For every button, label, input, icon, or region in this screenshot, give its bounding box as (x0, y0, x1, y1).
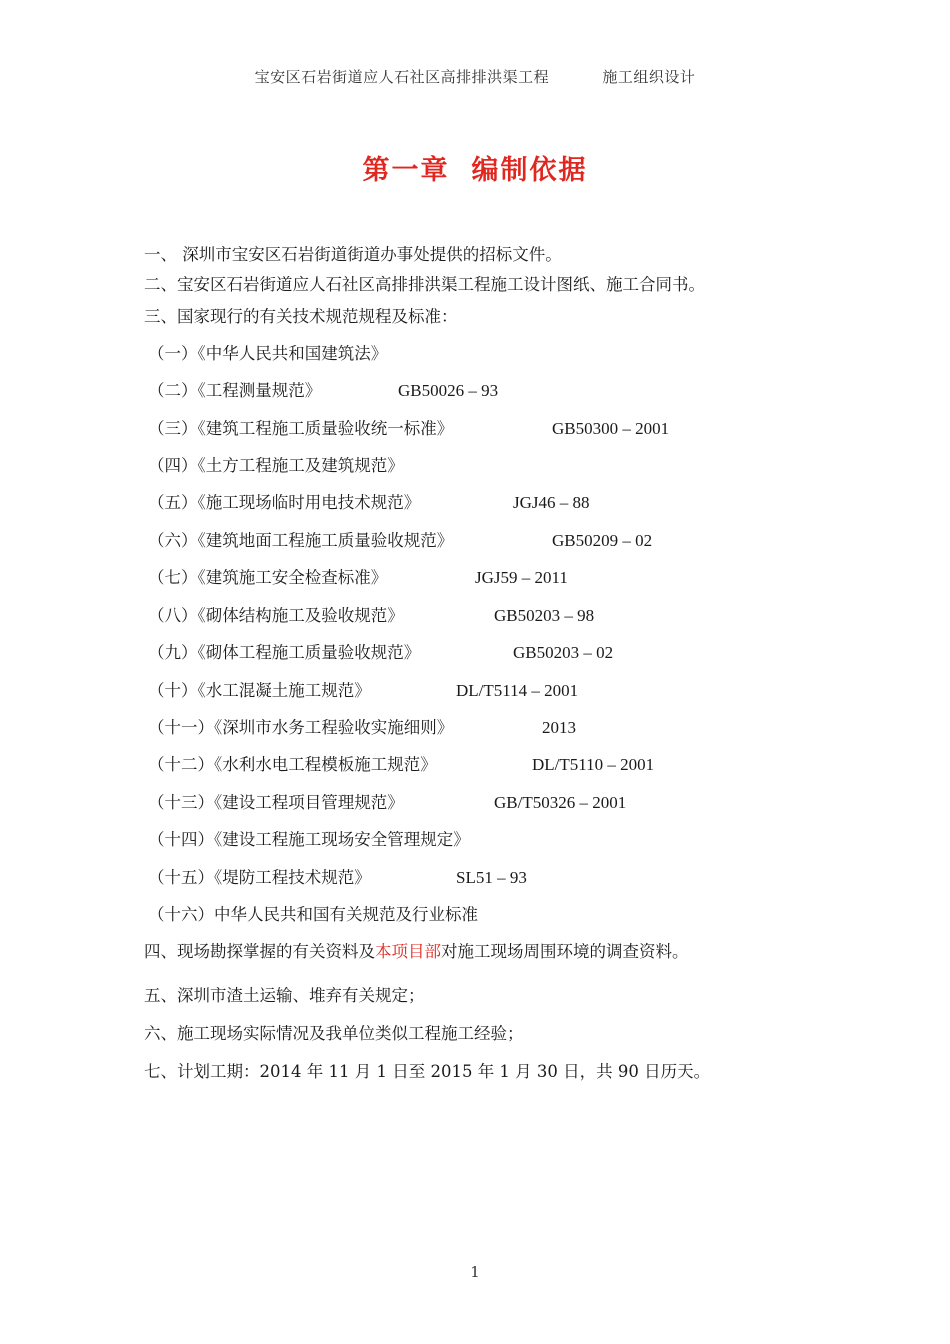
standard-label: （二）《工程测量规范》 (148, 381, 322, 400)
standard-item-13 (148, 791, 404, 815)
chapter-title (0, 148, 950, 187)
standard-label: （十一）《深圳市水务工程验收实施细则》 (148, 718, 454, 737)
standard-item-5 (148, 491, 420, 515)
standard-item-7 (148, 566, 387, 590)
header-doc-type: 施工组织设计 (602, 68, 696, 86)
standard-label: （十三）《建设工程项目管理规范》 (148, 793, 404, 812)
basis-item-6: 六、施工现场实际情况及我单位类似工程施工经验； (144, 1024, 524, 1043)
standard-item-2 (148, 379, 321, 403)
standard-label: （六）《建筑地面工程施工质量验收规范》 (148, 531, 454, 550)
standard-code: SL51 – 93 (456, 868, 527, 887)
standard-item-11 (148, 716, 453, 740)
basis-item-5: 五、深圳市渣土运输、堆弃有关规定； (144, 986, 425, 1005)
standard-code: GB50026 – 93 (398, 381, 499, 400)
standard-item-16 (148, 903, 478, 927)
standard-code: JGJ59 – 2011 (475, 568, 568, 587)
standard-code: JGJ46 – 88 (513, 493, 590, 512)
standard-code: DL/T5110 – 2001 (532, 755, 655, 774)
standard-code: GB50203 – 02 (513, 643, 614, 662)
item4-before: 四、现场勘探掌握的有关资料及 (144, 942, 375, 961)
page-header (0, 66, 950, 87)
standard-item-8 (148, 604, 404, 628)
standard-item-4 (148, 454, 404, 478)
standard-label: （八）《砌体结构施工及验收规范》 (148, 606, 404, 625)
standard-item-3 (148, 417, 453, 441)
basis-item-1: 一、 深圳市宝安区石岩街道街道办事处提供的招标文件。 (144, 245, 562, 264)
standard-label: （十六）中华人民共和国有关规范及行业标准 (148, 905, 478, 924)
standard-item-6 (148, 529, 453, 553)
page-number: 1 (470, 1263, 480, 1281)
standard-code: 2013 (542, 718, 576, 737)
standard-item-9 (148, 641, 420, 665)
standard-label: （一）《中华人民共和国建筑法》 (148, 344, 388, 363)
basis-item-4 (144, 940, 689, 964)
standard-item-1 (148, 342, 387, 366)
standard-label: （九）《砌体工程施工质量验收规范》 (148, 643, 421, 662)
standard-label: （四）《土方工程施工及建筑规范》 (148, 456, 404, 475)
standard-label: （十二）《水利水电工程模板施工规范》 (148, 755, 437, 774)
standard-code: GB50209 – 02 (552, 531, 653, 550)
standard-item-14 (148, 828, 470, 852)
chapter-name: 编制依据 (471, 155, 588, 186)
basis-item-7: 七、计划工期：2014 年 11 月 1 日至 2015 年 1 月 30 日，共 90 日历天。 (144, 1062, 711, 1081)
standard-code: GB50203 – 98 (494, 606, 595, 625)
standard-item-10 (148, 679, 371, 703)
standard-label: （七）《建筑施工安全检查标准》 (148, 568, 388, 587)
basis-item-2: 二、宝安区石岩街道应人石社区高排排洪渠工程施工设计图纸、施工合同书。 (144, 275, 705, 294)
standard-code: DL/T5114 – 2001 (456, 681, 579, 700)
item4-after: 对施工现场周围环境的调查资料。 (441, 942, 689, 961)
standard-item-15 (148, 866, 371, 890)
standard-label: （十五）《堤防工程技术规范》 (148, 868, 371, 887)
basis-item-3: 三、国家现行的有关技术规范规程及标准： (144, 307, 458, 326)
item4-highlight: 本项目部 (375, 942, 441, 961)
chapter-number: 第一章 (362, 155, 450, 186)
standard-code: GB/T50326 – 2001 (494, 793, 627, 812)
standard-code: GB50300 – 2001 (552, 419, 670, 438)
standard-label: （三）《建筑工程施工质量验收统一标准》 (148, 419, 454, 438)
standard-label: （十四）《建设工程施工现场安全管理规定》 (148, 830, 470, 849)
standard-label: （十）《水工混凝土施工规范》 (148, 681, 371, 700)
standard-label: （五）《施工现场临时用电技术规范》 (148, 493, 421, 512)
header-project-name: 宝安区石岩街道应人石社区高排排洪渠工程 (254, 68, 550, 86)
standard-item-12 (148, 753, 437, 777)
